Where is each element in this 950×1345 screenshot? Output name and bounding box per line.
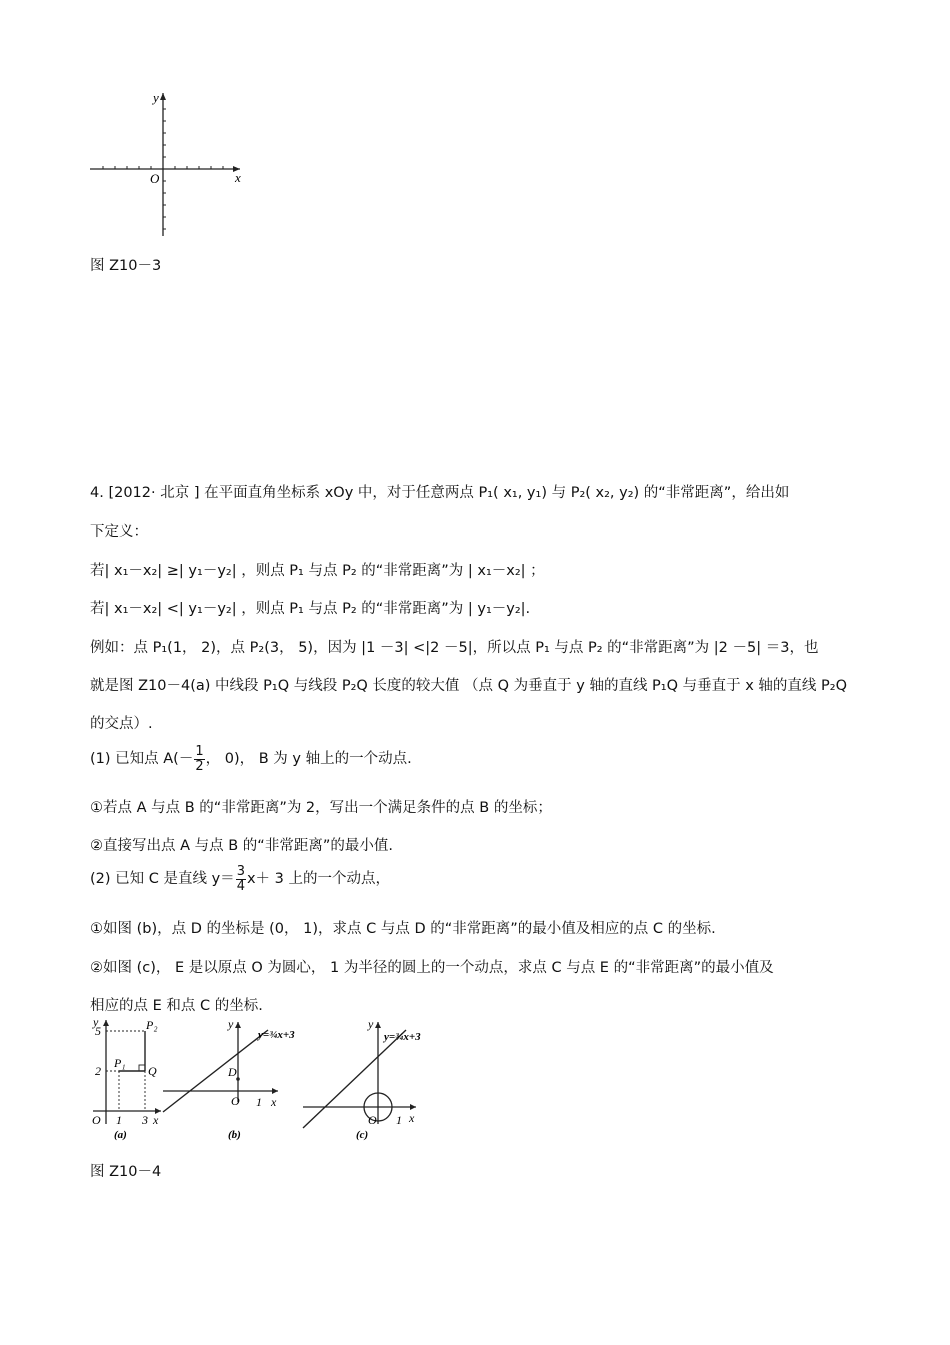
definition-1: 若| x₁－x₂| ≥| y₁－y₂| ，则点 P₁ 与点 P₂ 的“非常距离”为 | x₁－x₂| ；	[90, 563, 545, 579]
figure-z10-4c	[298, 1014, 448, 1144]
x-axis-label: x	[271, 1095, 277, 1109]
subfigure-label-a: (a)	[114, 1129, 127, 1141]
y-axis-label: y	[153, 90, 159, 105]
point-q-label: Q	[148, 1064, 157, 1078]
origin-label: O	[368, 1113, 377, 1127]
tick-label-1: 1	[116, 1113, 122, 1127]
question-1-part-1: ①若点 A 与点 B 的“非常距离”为 2，写出一个满足条件的点 B 的坐标；	[90, 800, 552, 816]
tick-label-1: 1	[396, 1113, 402, 1127]
tick-label-2: 2	[95, 1064, 101, 1078]
question-1: (1) 已知点 A(－ $\frac{1}{2}$ ， 0)， B 为 y 轴上的一个动点.	[90, 743, 412, 774]
example-line1: 例如：点 P₁(1， 2)，点 P₂(3， 5)，因为 |1 －3| <|2 －5|，所以点 P₁ 与点 P₂ 的“非常距离”为 |2 －5| ＝3，也	[90, 640, 819, 656]
tick-label-3: 3	[142, 1113, 148, 1127]
figure-caption-z10-3: 图 Z10－3	[90, 258, 162, 274]
fraction-one-half: $\frac{1}{2}$	[195, 743, 204, 774]
point-p1-label: P₁	[114, 1056, 126, 1070]
question-2-part-1: ①如图 (b)，点 D 的坐标是 (0， 1)，求点 C 与点 D 的“非常距离”的最小值及相应的点 C 的坐标.	[90, 921, 716, 937]
figure-caption-z10-4: 图 Z10－4	[90, 1164, 162, 1180]
origin-label: O	[231, 1094, 240, 1108]
point-d-label: D	[228, 1065, 237, 1079]
line-equation-label: y=¾x+3	[384, 1031, 421, 1043]
question-2: (2) 已知 C 是直线 y＝ $\frac{3}{4}$ x＋ 3 上的一个动点，	[90, 863, 390, 894]
figure-z10-4a	[88, 1014, 168, 1144]
origin-label: O	[92, 1113, 101, 1127]
subfigure-label-b: (b)	[228, 1129, 241, 1141]
tick-label-1: 1	[256, 1095, 262, 1109]
question-2-part-2-line2: 相应的点 E 和点 C 的坐标.	[90, 998, 263, 1014]
subfigure-label-c: (c)	[356, 1129, 369, 1141]
figure-z10-3	[85, 88, 255, 240]
example-line2: 就是图 Z10－4(a) 中线段 P₁Q 与线段 P₂Q 长度的较大值 （点 Q 为垂直于 y 轴的直线 P₁Q 与垂直于 x 轴的直线 P₂Q	[90, 678, 848, 694]
y-axis-label: y	[93, 1015, 99, 1029]
figure-z10-4b	[158, 1014, 295, 1144]
point-p2-label: P₂	[146, 1018, 158, 1032]
example-line3: 的交点）.	[90, 716, 153, 732]
y-axis-label: y	[368, 1017, 374, 1031]
line-equation-label: y=¾x+3	[258, 1029, 295, 1041]
origin-label: O	[150, 171, 160, 186]
fraction-three-quarters: $\frac{3}{4}$	[236, 863, 245, 894]
question-2-part-2-line1: ②如图 (c)， E 是以原点 O 为圆心， 1 为半径的圆上的一个动点，求点 C 与点 E 的“非常距离”的最小值及	[90, 960, 774, 976]
x-axis-label: x	[409, 1111, 415, 1125]
question-1-part-2: ②直接写出点 A 与点 B 的“非常距离”的最小值.	[90, 838, 393, 854]
problem-intro-line2: 下定义：	[90, 524, 148, 540]
definition-2: 若| x₁－x₂| <| y₁－y₂| ，则点 P₁ 与点 P₂ 的“非常距离”为 | y₁－y₂|.	[90, 601, 531, 617]
tick-label-5: 5	[95, 1024, 101, 1038]
y-axis-label: y	[228, 1017, 234, 1031]
x-axis-label: x	[235, 170, 241, 185]
problem-intro-line1: 4. [2012· 北京 ] 在平面直角坐标系 xOy 中，对于任意两点 P₁( x₁, y₁) 与 P₂( x₂, y₂) 的“非常距离”，给出如	[90, 485, 790, 501]
x-axis-label: x	[153, 1113, 159, 1127]
